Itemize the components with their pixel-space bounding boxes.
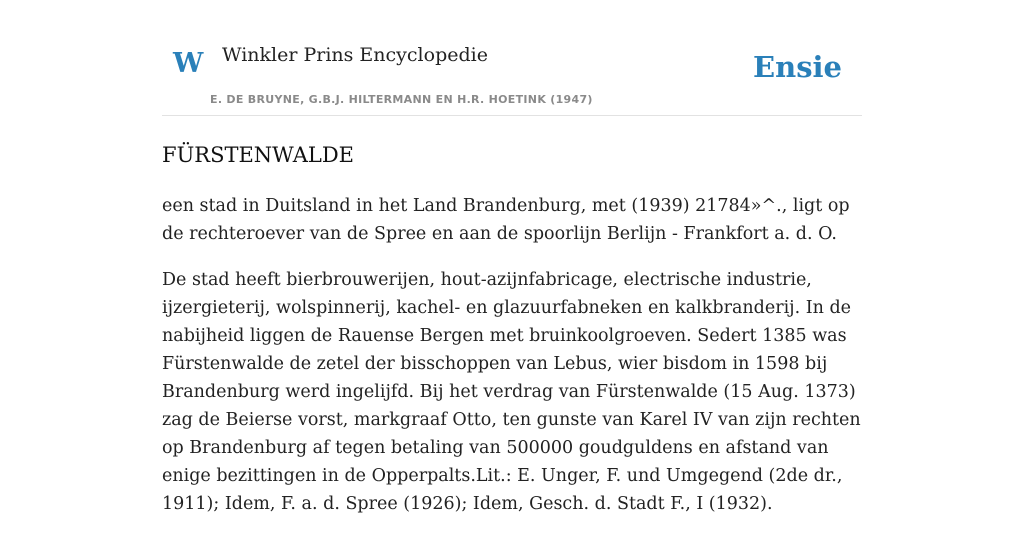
article-paragraph: een stad in Duitsland in het Land Brandenburg, met (1939) 21784»^., ligt op de rechteroever van de Spree en aan de spoorlijn Berlijn - Frankfort a. d. O. (162, 196, 850, 244)
site-title[interactable]: Winkler Prins Encyclopedie (222, 44, 488, 66)
wp-logo-icon[interactable]: W (173, 48, 204, 79)
article-paragraph: De stad heeft bierbrouwerijen, hout-azijnfabricage, electrische industrie, ijzergieterij, wolspinnerij, kachel- en glazuurfabneken en kalkbranderij. In de nabijheid liggen de Rauense Bergen met bruinkoolgroeven. Sedert 1385 was Fürstenwalde de zetel der bisschoppen van Lebus, wier bisdom in 1598 bij Brandenburg werd ingelijfd. Bij het verdrag van Fürstenwalde (15 Aug. 1373) zag de Beierse vorst, markgraaf Otto, ten gunste van Karel IV van zijn rechten op Brandenburg af tegen betaling van 500000 goudguldens en afstand van enige bezittingen in de Opperpalts.Lit.: E. Unger, F. und Umgegend (2de dr., 1911); Idem, F. a. d. Spree (1926); Idem, Gesch. d. Stadt F., I (1932). (162, 270, 861, 514)
page (162, 0, 862, 512)
ensie-logo[interactable]: Ensie (753, 50, 842, 84)
site-subtitle: E. DE BRUYNE, G.B.J. HILTERMANN EN H.R. HOETINK (1947) (210, 93, 593, 106)
article-body (162, 192, 862, 536)
site-header (162, 0, 862, 116)
page-title: FÜRSTENWALDE (162, 143, 354, 167)
